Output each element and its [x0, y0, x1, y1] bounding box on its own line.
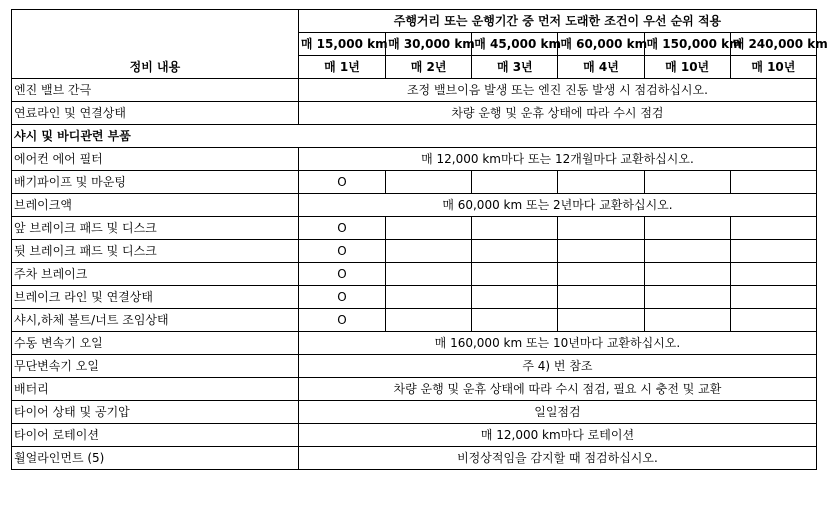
table-row	[12, 447, 817, 470]
interval-year-4: 매 4년	[558, 56, 644, 79]
interval-year-3: 매 3년	[472, 56, 558, 79]
empty-cell	[386, 263, 472, 286]
row-label: 에어컨 에어 필터	[12, 148, 299, 171]
row-note: 매 60,000 km 또는 2년마다 교환하십시오.	[298, 194, 816, 217]
empty-cell	[472, 217, 558, 240]
interval-km-5: 매 150,000 km	[644, 33, 730, 56]
section-title: 샤시 및 바디관련 부품	[12, 125, 817, 148]
table-row	[12, 148, 817, 171]
table-row	[12, 217, 817, 240]
table-row	[12, 424, 817, 447]
empty-cell	[558, 286, 644, 309]
empty-cell	[558, 309, 644, 332]
empty-cell	[386, 309, 472, 332]
row-label: 뒷 브레이크 패드 및 디스크	[12, 240, 299, 263]
table-row	[12, 355, 817, 378]
table-row	[12, 309, 817, 332]
item-column-header: 정비 내용	[12, 10, 299, 79]
inspect-mark: O	[298, 309, 385, 332]
table-row	[12, 401, 817, 424]
empty-cell	[730, 263, 816, 286]
interval-km-4: 매 60,000 km	[558, 33, 644, 56]
row-label: 배터리	[12, 378, 299, 401]
row-label: 수동 변속기 오일	[12, 332, 299, 355]
inspect-mark: O	[298, 171, 385, 194]
row-label: 연료라인 및 연결상태	[12, 102, 299, 125]
row-label: 배기파이프 및 마운팅	[12, 171, 299, 194]
empty-cell	[558, 171, 644, 194]
empty-cell	[472, 240, 558, 263]
inspect-mark: O	[298, 240, 385, 263]
row-note: 매 12,000 km마다 로테이션	[298, 424, 816, 447]
table-row	[12, 332, 817, 355]
empty-cell	[644, 171, 730, 194]
row-note: 조정 밸브이음 발생 또는 엔진 진동 발생 시 점검하십시오.	[298, 79, 816, 102]
row-label: 타이어 상태 및 공기압	[12, 401, 299, 424]
row-note: 일일점검	[298, 401, 816, 424]
interval-km-3: 매 45,000 km	[472, 33, 558, 56]
empty-cell	[644, 240, 730, 263]
empty-cell	[472, 286, 558, 309]
inspect-mark: O	[298, 217, 385, 240]
empty-cell	[730, 240, 816, 263]
section-row	[12, 125, 817, 148]
row-note: 비정상적임을 감지할 때 점검하십시오.	[298, 447, 816, 470]
table-row	[12, 79, 817, 102]
row-label: 휠얼라인먼트 (5)	[12, 447, 299, 470]
row-label: 브레이크 라인 및 연결상태	[12, 286, 299, 309]
row-note: 차량 운행 및 운휴 상태에 따라 수시 점검, 필요 시 충전 및 교환	[298, 378, 816, 401]
table-row	[12, 171, 817, 194]
empty-cell	[386, 217, 472, 240]
empty-cell	[644, 217, 730, 240]
empty-cell	[730, 309, 816, 332]
maintenance-schedule-table	[11, 9, 828, 470]
empty-cell	[472, 171, 558, 194]
table-row	[12, 286, 817, 309]
table-row	[12, 102, 817, 125]
empty-cell	[730, 171, 816, 194]
row-note: 주 4) 번 참조	[298, 355, 816, 378]
row-label: 앞 브레이크 패드 및 디스크	[12, 217, 299, 240]
row-note: 매 160,000 km 또는 10년마다 교환하십시오.	[298, 332, 816, 355]
table-row	[12, 240, 817, 263]
row-label: 엔진 밸브 간극	[12, 79, 299, 102]
empty-cell	[730, 286, 816, 309]
interval-year-5: 매 10년	[644, 56, 730, 79]
table-row	[12, 194, 817, 217]
empty-cell	[644, 286, 730, 309]
interval-km-6: 매 240,000 km	[730, 33, 816, 56]
empty-cell	[644, 263, 730, 286]
row-note: 차량 운행 및 운휴 상태에 따라 수시 점검	[298, 102, 816, 125]
table-row	[12, 378, 817, 401]
empty-cell	[386, 240, 472, 263]
empty-cell	[472, 309, 558, 332]
interval-km-2: 매 30,000 km	[386, 33, 472, 56]
interval-year-2: 매 2년	[386, 56, 472, 79]
empty-cell	[472, 263, 558, 286]
empty-cell	[558, 240, 644, 263]
inspect-mark: O	[298, 286, 385, 309]
inspect-mark: O	[298, 263, 385, 286]
row-label: 무단변속기 오일	[12, 355, 299, 378]
interval-km-1: 매 15,000 km	[298, 33, 385, 56]
interval-year-6: 매 10년	[730, 56, 816, 79]
empty-cell	[558, 263, 644, 286]
empty-cell	[386, 171, 472, 194]
row-label: 주차 브레이크	[12, 263, 299, 286]
empty-cell	[558, 217, 644, 240]
empty-cell	[644, 309, 730, 332]
row-label: 샤시,하체 볼트/너트 조임상태	[12, 309, 299, 332]
row-label: 타이어 로테이션	[12, 424, 299, 447]
empty-cell	[730, 217, 816, 240]
interval-year-1: 매 1년	[298, 56, 385, 79]
priority-rule-header: 주행거리 또는 운행기간 중 먼저 도래한 조건이 우선 순위 적용	[298, 10, 816, 33]
row-label: 브레이크액	[12, 194, 299, 217]
table-row	[12, 263, 817, 286]
empty-cell	[386, 286, 472, 309]
row-note: 매 12,000 km마다 또는 12개월마다 교환하십시오.	[298, 148, 816, 171]
